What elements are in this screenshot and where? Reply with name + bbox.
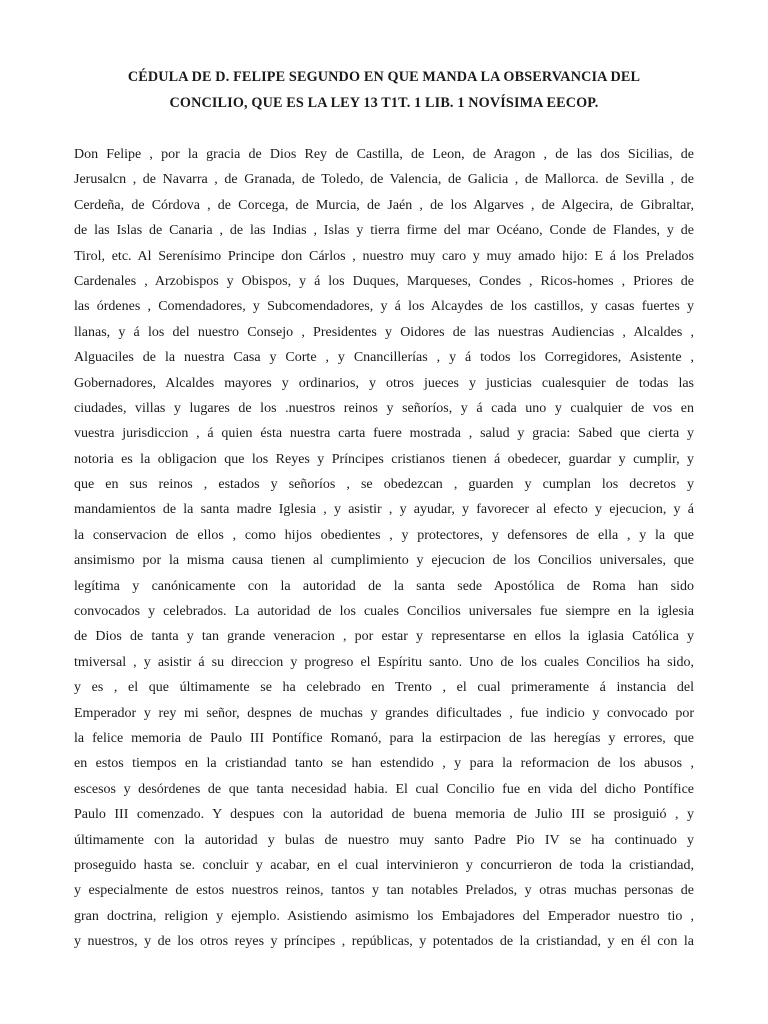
body-line: Cardenales , Arzobispos y Obispos, y á los Duques, Marqueses, Condes , Ricos-homes , Priores de (74, 273, 694, 289)
body-line: escesos y desórdenes de que tanta necesidad habia. El cual Concilio fue en vida del dicho Pontífice (74, 781, 694, 797)
body-line: convocados y celebrados. La autoridad de los cuales Concilios universales fue siempre en la iglesia (74, 604, 694, 620)
body-line: y nuestros, y de los otros reyes y príncipes , repúblicas, y potentados de la cristiandad, y en él con la (74, 934, 694, 950)
body-line: la conservacion de ellos , como hijos obedientes , y protectores, y defensores de ella , y la que (74, 527, 694, 543)
body-line: mandamientos de la santa madre Iglesia , y asistir , y ayudar, y favorecer al efecto y ejecucion, y á (74, 502, 694, 518)
body-line: legítima y canónicamente con la autoridad de la santa sede Apostólica de Roma han sido (74, 578, 694, 594)
body-line: Tirol, etc. Al Serenísimo Principe don Cárlos , nuestro muy caro y muy amado hijo: E á los Prelados (74, 248, 694, 264)
body-line: proseguido hasta se. concluir y acabar, en el cual intervinieron y concurrieron de toda la cristiandad, (74, 857, 694, 873)
document-body (74, 142, 694, 955)
body-line: de las Islas de Canaria , de las Indias , Islas y tierra firme del mar Océano, Conde de Flandes, y de (74, 223, 694, 239)
document-title (60, 64, 708, 116)
body-line: últimamente con la autoridad y bulas de nuestro muy santo Padre Pio IV se ha continuado y (74, 832, 694, 848)
body-line: vuestra jurisdiccion , á quien ésta nuestra carta fuere mostrada , salud y gracia: Sabed que cierta y (74, 426, 694, 442)
body-line: que en sus reinos , estados y señoríos , se obedezcan , guarden y cumplan los decretos y (74, 477, 694, 493)
body-line: Gobernadores, Alcaldes mayores y ordinarios, y otros jueces y justicias cualesquier de todas las (74, 375, 694, 391)
body-line: las órdenes , Comendadores, y Subcomendadores, y á los Alcaydes de los castillos, y casas fuertes y (74, 299, 694, 315)
body-line: Paulo III comenzado. Y despues con la autoridad de buena memoria de Julio III se prosiguió , y (74, 807, 694, 823)
body-line: gran doctrina, religion y ejemplo. Asistiendo asimismo los Embajadores del Emperador nuestro tio , (74, 908, 694, 924)
body-line: la felice memoria de Paulo III Pontífice Romanó, para la estirpacion de las heregías y errores, que (74, 730, 694, 746)
body-line: Cerdeña, de Córdova , de Corcega, de Murcia, de Jaén , de los Algarves , de Algecira, de Gibraltar, (74, 197, 694, 213)
body-line: llanas, y á los del nuestro Consejo , Presidentes y Oidores de las nuestras Audiencias , Alcaldes , (74, 324, 694, 340)
body-line: Alguaciles de la nuestra Casa y Corte , y Cnancillerías , y á todos los Corregidores, Asistente , (74, 350, 694, 366)
body-line: Jerusalcn , de Navarra , de Granada, de Toledo, de Valencia, de Galicia , de Mallorca. de Sevilla , de (74, 172, 694, 188)
title-line: CONCILIO, QUE ES LA LEY 13 T1T. 1 LIB. 1 NOVÍSIMA EECOP. (169, 95, 599, 111)
body-line: ansimismo por la misma causa tienen al cumplimiento y ejecucion de los Concilios universales, que (74, 553, 694, 569)
body-line: tmiversal , y asistir á su direccion y progreso el Espíritu santo. Uno de los cuales Concilios ha sido, (74, 654, 694, 670)
body-line: Emperador y rey mi señor, despnes de muchas y grandes dificultades , fue indicio y convocado por (74, 705, 694, 721)
body-line: ciudades, villas y lugares de los .nuestros reinos y señoríos, y á cada uno y cualquier de vos en (74, 400, 694, 416)
body-line: Don Felipe , por la gracia de Dios Rey de Castilla, de Leon, de Aragon , de las dos Sicilias, de (74, 147, 694, 162)
body-line: y es , el que últimamente se ha celebrado en Trento , el cual primeramente á instancia del (74, 680, 694, 696)
body-line: y especialmente de estos nuestros reinos, tantos y tan notables Prelados, y otras muchas personas de (74, 883, 694, 899)
body-line: de Dios de tanta y tan grande veneracion , por estar y representarse en ellos la iglasia Católica y (74, 629, 694, 645)
body-line: en estos tiempos en la cristiandad tanto se han estendido , y para la reformacion de los abusos , (74, 756, 694, 772)
body-line: notoria es la obligacion que los Reyes y Príncipes cristianos tienen á obedecer, guardar y cumplir, y (74, 451, 694, 467)
title-line: CÉDULA DE D. FELIPE SEGUNDO EN QUE MANDA LA OBSERVANCIA DEL (127, 69, 641, 85)
